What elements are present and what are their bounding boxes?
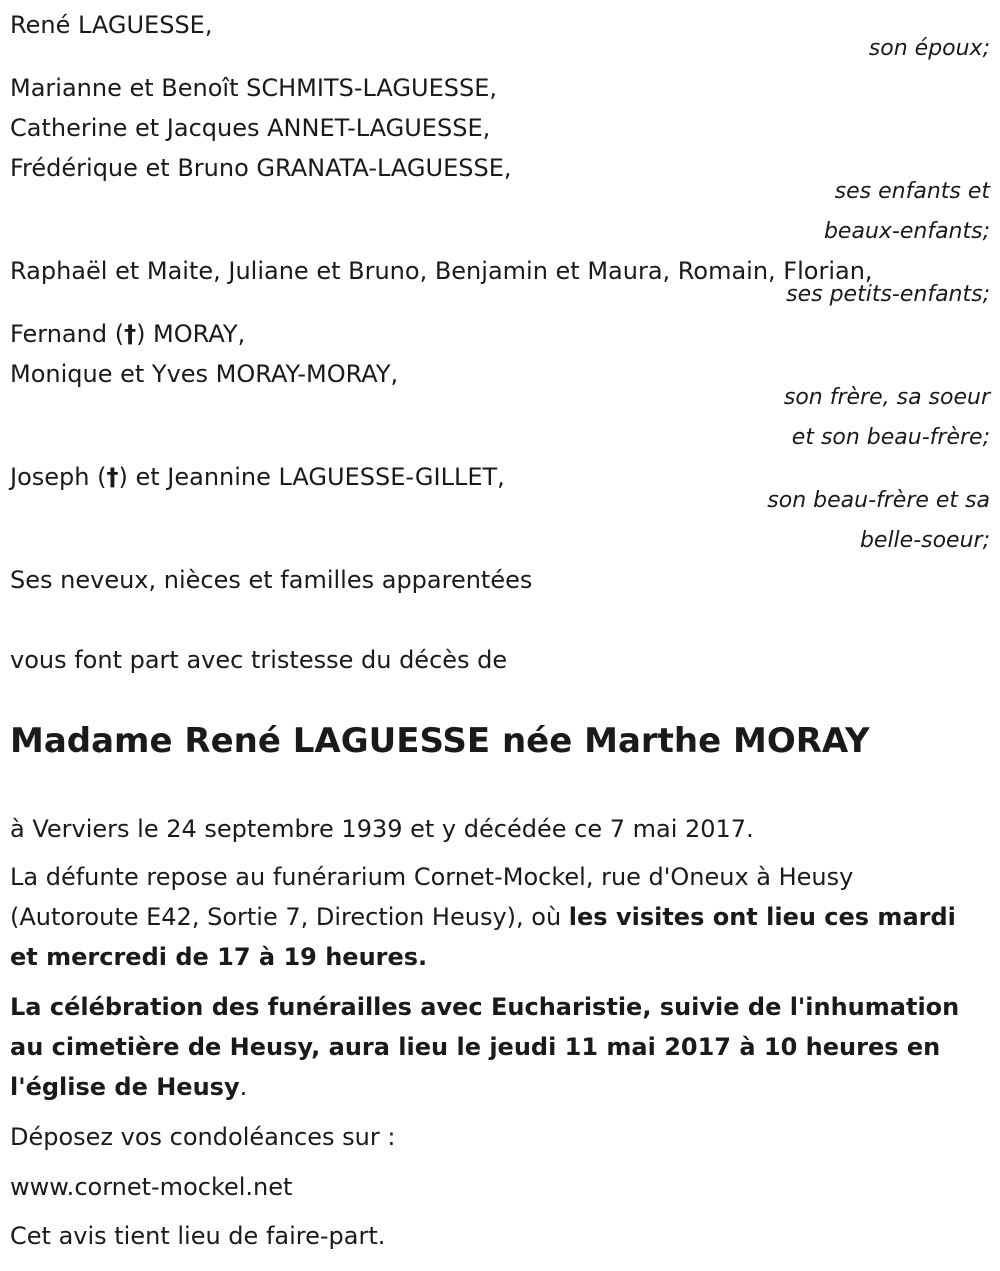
husband-relation: son époux;: [868, 36, 990, 61]
closing-note: Cet avis tient lieu de faire-part.: [10, 1222, 386, 1250]
husband-name: René LAGUESSE,: [10, 11, 213, 39]
condolences-url[interactable]: www.cornet-mockel.net: [10, 1173, 293, 1201]
funeral-period: .: [239, 1073, 248, 1101]
sibling-name-end: ) MORAY,: [136, 320, 246, 348]
child-line-2: Catherine et Jacques ANNET-LAGUESSE,: [10, 114, 491, 142]
cross-icon: †: [124, 320, 137, 348]
grandchildren-relation: ses petits-enfants;: [786, 282, 990, 307]
siblings-relation-1: son frère, sa soeur: [783, 385, 990, 410]
child-line-3: Frédérique et Bruno GRANATA-LAGUESSE,: [10, 154, 512, 182]
visitation-text: La défunte repose au funérarium Cornet-Mockel, rue d'Oneux à Heusy (Autoroute E42, Sortie 7, Direction Heusy), où: [10, 863, 854, 931]
child-line-1: Marianne et Benoît SCHMITS-LAGUESSE,: [10, 74, 497, 102]
in-laws-relation-2: belle-soeur;: [859, 528, 990, 553]
condolences-label: Déposez vos condoléances sur :: [10, 1123, 396, 1151]
in-laws-name-start: Joseph (: [10, 463, 107, 491]
children-relation-2: beaux-enfants;: [823, 219, 990, 244]
funeral-paragraph: [10, 987, 985, 1107]
cross-icon: †: [106, 463, 119, 491]
grandchildren-line: Raphaël et Maite, Juliane et Bruno, Benjamin et Maura, Romain, Florian,: [10, 257, 873, 285]
extended-family: Ses neveux, nièces et familles apparentées: [10, 566, 533, 594]
funeral-details: La célébration des funérailles avec Eucharistie, suivie de l'inhumation au cimetière de Heusy, aura lieu le jeudi 11 mai 2017 à 10 heures en l'église de Heusy: [10, 993, 960, 1101]
deceased-name: Madame René LAGUESSE née Marthe MORAY: [10, 721, 870, 761]
in-laws-line: [10, 462, 505, 492]
birth-death-dates: à Verviers le 24 septembre 1939 et y décédée ce 7 mai 2017.: [10, 815, 754, 843]
sibling-name-start: Fernand (: [10, 320, 125, 348]
in-laws-name-end: ) et Jeannine LAGUESSE-GILLET,: [118, 463, 505, 491]
children-relation-1: ses enfants et: [834, 179, 990, 204]
sibling-line-2: Monique et Yves MORAY-MORAY,: [10, 360, 399, 388]
visitation-hours: les visites ont lieu ces mardi et mercredi de 17 à 19 heures.: [10, 903, 956, 971]
announcement-text: vous font part avec tristesse du décès de: [10, 646, 508, 674]
visitation-paragraph: [10, 857, 985, 977]
siblings-relation-2: et son beau-frère;: [791, 425, 990, 450]
sibling-line-1: [10, 319, 245, 349]
in-laws-relation-1: son beau-frère et sa: [767, 488, 990, 513]
